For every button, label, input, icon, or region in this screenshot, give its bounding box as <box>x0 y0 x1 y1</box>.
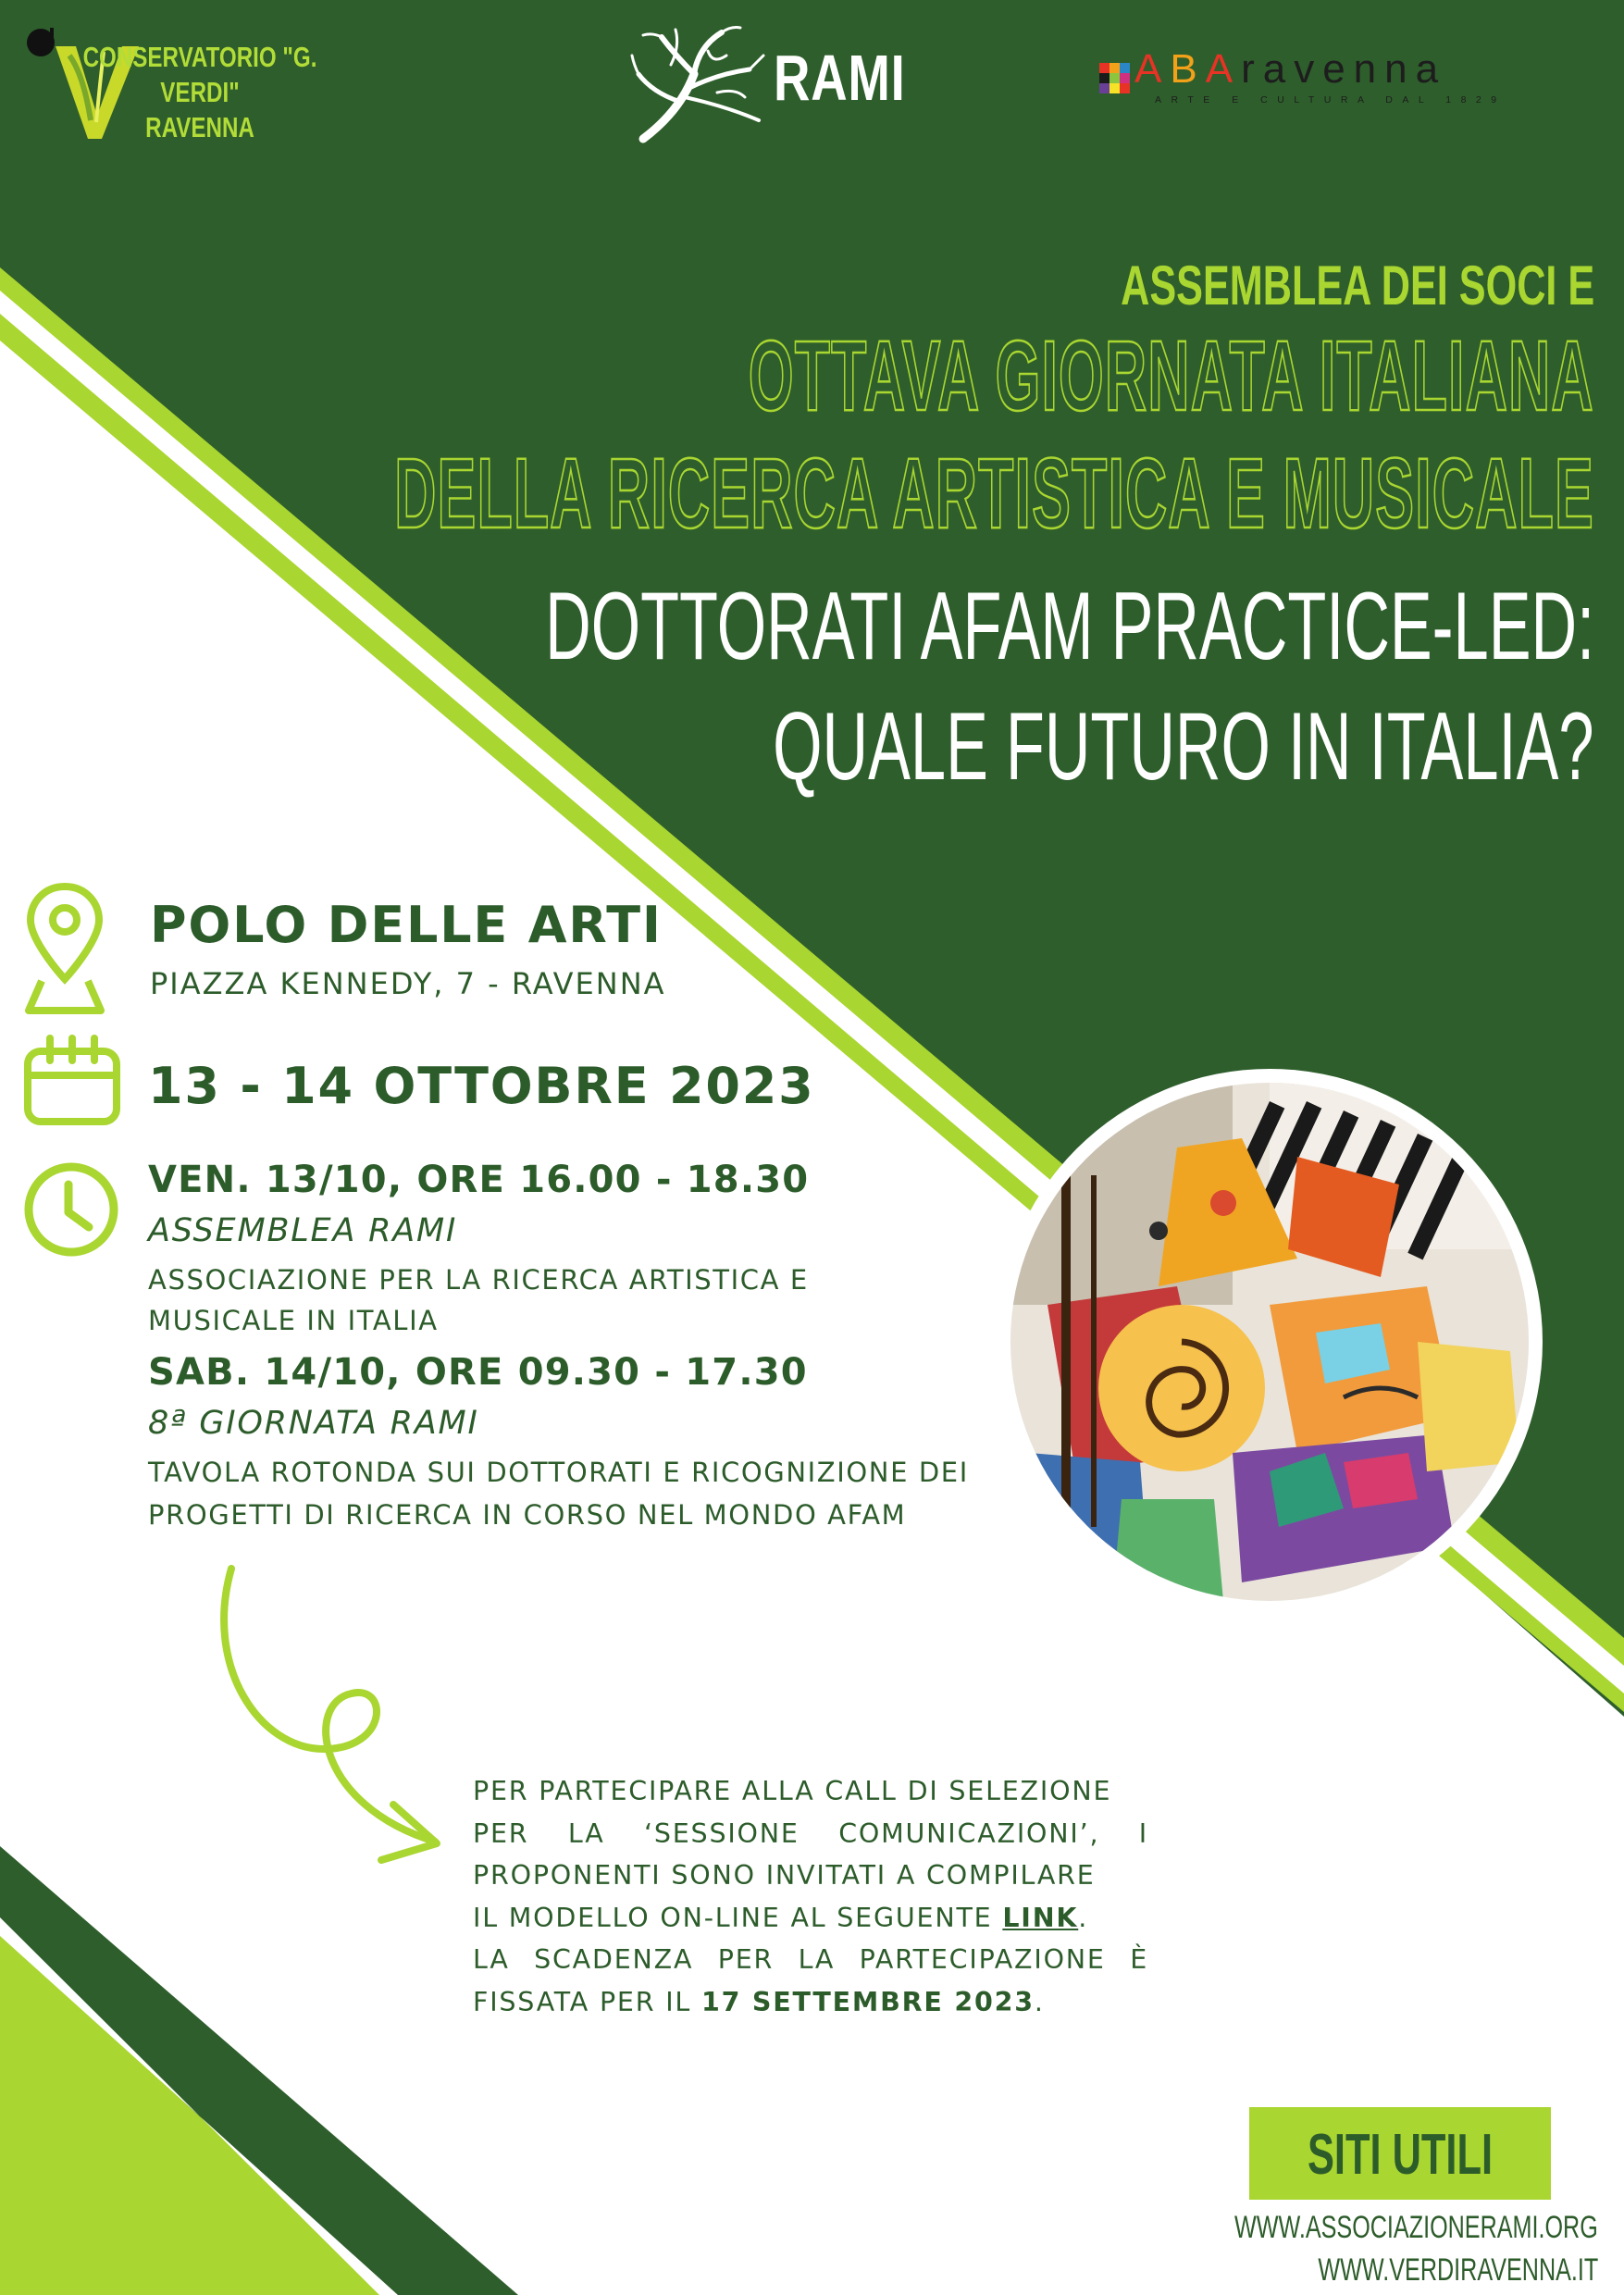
date-range: 13 - 14 OTTOBRE 2023 <box>148 1057 815 1115</box>
rami-logo <box>625 19 773 148</box>
venue-address: PIAZZA KENNEDY, 7 - RAVENNA <box>150 966 666 1001</box>
day2-desc-line1: TAVOLA ROTONDA SUI DOTTORATI E RICOGNIZIONE DEI <box>148 1457 969 1488</box>
title-assemblea: ASSEMBLEA DEI SOCI E <box>1120 254 1594 316</box>
tree-icon <box>625 19 773 148</box>
venue-name: POLO DELLE ARTI <box>150 896 663 954</box>
calendar-icon <box>20 1035 122 1127</box>
clock-icon <box>20 1159 122 1260</box>
title-della-ricerca: DELLA RICERCA ARTISTICA E MUSICALE <box>394 437 1594 549</box>
siti-utili-box <box>1249 2107 1551 2200</box>
day1-desc-line1: ASSOCIAZIONE PER LA RICERCA ARTISTICA E <box>148 1264 809 1296</box>
call-deadline: 17 SETTEMBRE 2023 <box>700 1986 1035 2017</box>
call-line4-dot: . <box>1078 1902 1089 1933</box>
aba-color-squares-icon <box>1099 63 1131 94</box>
call-link[interactable]: LINK <box>1002 1902 1079 1933</box>
day2-desc-line2: PROGETTI DI RICERCA IN CORSO NEL MONDO AFAM <box>148 1499 907 1531</box>
map-pin-icon <box>23 879 106 1018</box>
url-verdi[interactable]: WWW.VERDIRAVENNA.IT <box>1318 2252 1598 2288</box>
call-paragraph <box>473 1770 1148 2023</box>
day1-desc-line2: MUSICALE IN ITALIA <box>148 1305 439 1336</box>
call-line5: LA SCADENZA PER LA PARTECIPAZIONE È <box>473 1944 1148 1975</box>
call-line2: PER LA ‘SESSIONE COMUNICAZIONI’, I <box>473 1817 1148 1849</box>
call-line6-text: FISSATA PER IL <box>473 1986 701 2017</box>
call-line1: PER PARTECIPARE ALLA CALL DI SELEZIONE <box>473 1776 1112 1806</box>
aba-logo <box>1099 46 1562 122</box>
day2-time: SAB. 14/10, ORE 09.30 - 17.30 <box>148 1351 808 1394</box>
call-line6-dot: . <box>1034 1986 1045 2017</box>
day1-title: ASSEMBLEA RAMI <box>148 1212 458 1249</box>
day2-title: 8ª GIORNATA RAMI <box>148 1405 479 1442</box>
call-line6 <box>473 1981 1148 2024</box>
title-ottava: OTTAVA GIORNATA ITALIANA <box>749 319 1594 431</box>
conservatorio-line2: RAVENNA <box>145 111 254 143</box>
conservatorio-line1: CONSERVATORIO "G. VERDI" <box>82 41 317 108</box>
curved-arrow-icon <box>204 1564 463 1879</box>
call-line3: PROPONENTI SONO INVITATI A COMPILARE <box>473 1860 1096 1891</box>
artwork-circle <box>992 1064 1547 1619</box>
aba-subtitle: ARTE E CULTURA DAL 1829 <box>1155 94 1506 105</box>
title-dottorati: DOTTORATI AFAM PRACTICE-LED: <box>545 573 1594 680</box>
url-rami[interactable]: WWW.ASSOCIAZIONERAMI.ORG <box>1234 2210 1598 2245</box>
call-line4 <box>473 1897 1148 1940</box>
day1-time: VEN. 13/10, ORE 16.00 - 18.30 <box>148 1159 810 1201</box>
rami-title: RAMI <box>774 42 906 114</box>
conservatorio-name <box>48 40 352 145</box>
call-line4-text: IL MODELLO ON-LINE AL SEGUENTE <box>473 1902 1003 1933</box>
aba-wordmark: ABAravenna <box>1134 46 1447 92</box>
siti-utili-label: SITI UTILI <box>1307 2123 1494 2187</box>
title-quale-futuro: QUALE FUTURO IN ITALIA? <box>773 693 1594 800</box>
